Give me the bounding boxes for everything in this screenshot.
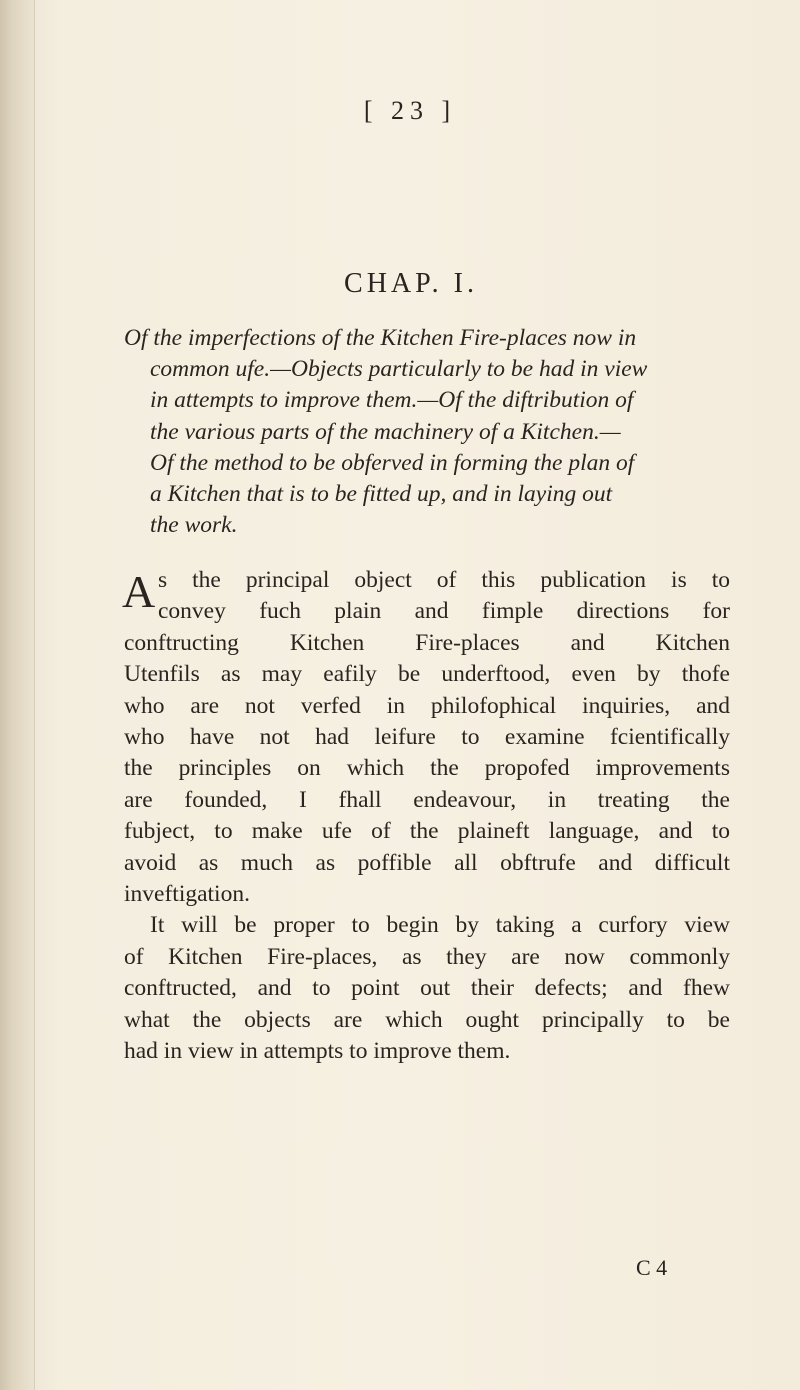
summary-line: in attempts to improve them.—Of the diftribution of <box>150 387 634 414</box>
chapter-heading: CHAP. I. <box>344 268 478 299</box>
paragraph-line: inveftigation. <box>124 881 250 908</box>
paragraph-line: who are not verfed in philofophical inquiries, and <box>124 692 730 719</box>
paragraph-2 <box>124 910 730 1067</box>
paragraph-line: who have not had leifure to examine fcientifically <box>124 724 730 751</box>
paragraph-line: the principles on which the propofed improvements <box>124 755 730 782</box>
body-text <box>124 565 730 1068</box>
paragraph-line: fubject, to make ufe of the plaineft language, and to <box>124 818 730 845</box>
paragraph-line: It will be proper to begin by taking a curfory view <box>150 912 730 939</box>
summary-line: common ufe.—Objects particularly to be had in view <box>150 356 648 383</box>
summary-line: Of the imperfections of the Kitchen Fire-places now in <box>124 325 637 351</box>
summary-line: Of the method to be obferved in forming the plan of <box>150 449 635 476</box>
paragraph-line: had in view in attempts to improve them. <box>124 1038 511 1065</box>
summary-line: the various parts of the machinery of a Kitchen.— <box>150 418 621 445</box>
page-binding-edge <box>0 0 35 1390</box>
summary-line: the work. <box>150 512 238 539</box>
paragraph-line: are founded, I fhall endeavour, in treating the <box>124 786 730 813</box>
paragraph-line: conftructed, and to point out their defects; and fhew <box>124 975 730 1002</box>
chapter-summary <box>124 323 726 541</box>
signature-mark: C 4 <box>636 1255 668 1280</box>
paragraph-line: Utenfils as may eafily be underftood, even by thofe <box>124 661 730 688</box>
first-line-text: s the principal object of this publication is to <box>158 567 730 593</box>
paragraph-line: of Kitchen Fire-places, as they are now commonly <box>124 943 730 970</box>
paragraph-1 <box>124 565 730 910</box>
summary-line: a Kitchen that is to be fitted up, and in laying out <box>150 481 613 508</box>
paragraph-line: what the objects are which ought principally to be <box>124 1006 730 1033</box>
drop-cap: A <box>122 566 156 617</box>
page-number: [ 23 ] <box>363 96 457 125</box>
paragraph-line: conftructing Kitchen Fire-places and Kitchen <box>124 629 730 656</box>
paragraph-line: avoid as much as poffible all obftrufe and difficult <box>124 849 730 876</box>
paragraph-line: convey fuch plain and fimple directions for <box>158 598 730 625</box>
